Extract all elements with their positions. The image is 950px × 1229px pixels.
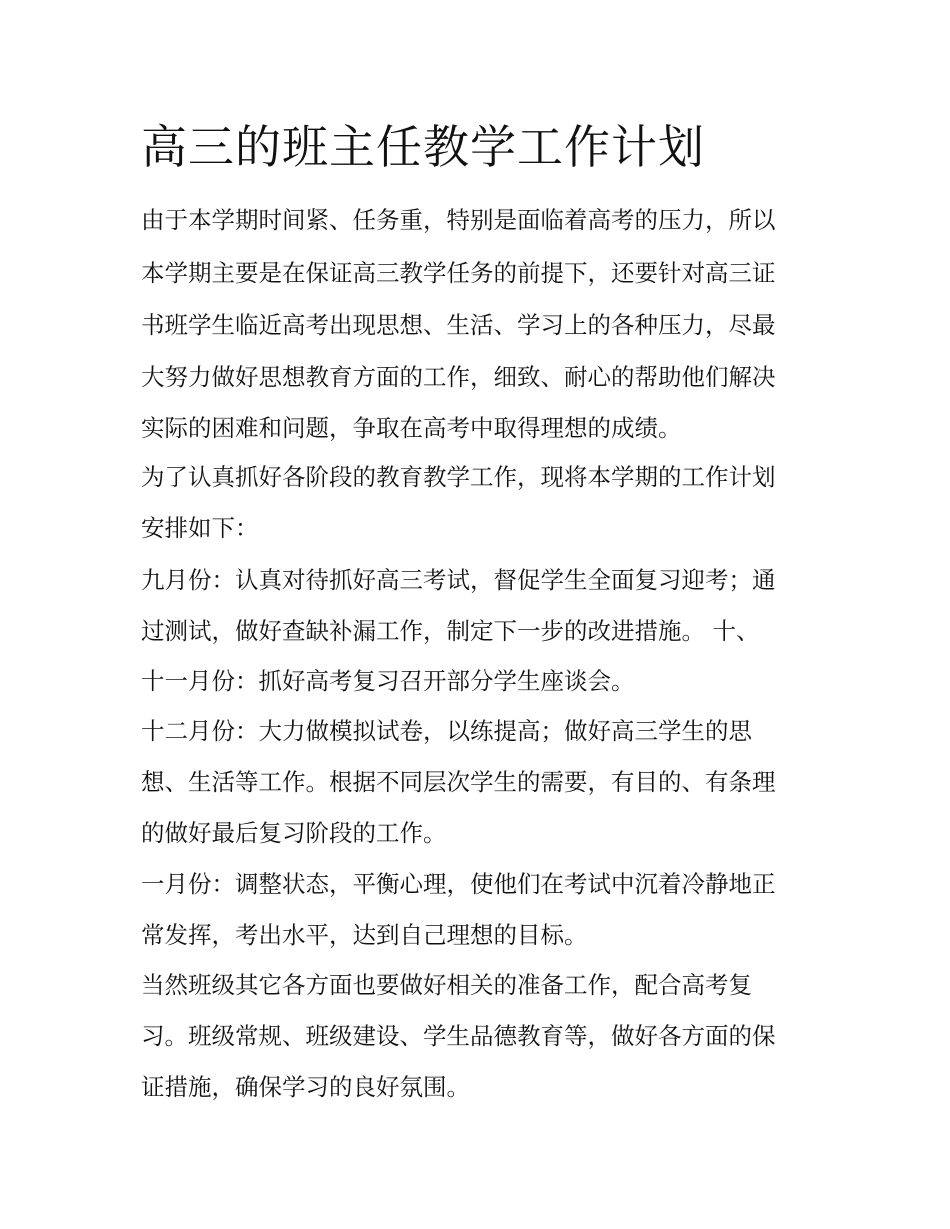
text-line: 九月份：认真对待抓好高三考试，督促学生全面复习迎考；通 — [141, 566, 776, 594]
text-line: 由于本学期时间紧、任务重，特别是面临着高考的压力，所以 — [141, 206, 776, 234]
text-line: 当然班级其它各方面也要做好相关的准备工作，配合高考复 — [141, 971, 752, 999]
document-title: 高三的班主任教学工作计划 — [141, 120, 705, 174]
text-line: 十二月份：大力做模拟试卷，以练提高；做好高三学生的思 — [141, 717, 752, 745]
text-line: 想、生活等工作。根据不同层次学生的需要，有目的、有条理 — [141, 768, 776, 796]
text-line: 的做好最后复习阶段的工作。 — [141, 819, 447, 847]
text-line: 安排如下： — [141, 514, 259, 542]
text-line: 一月份：调整状态，平衡心理，使他们在考试中沉着冷静地正 — [141, 870, 776, 898]
text-line: 书班学生临近高考出现思想、生活、学习上的各种压力，尽最 — [141, 311, 776, 339]
text-line: 习。班级常规、班级建设、学生品德教育等，做好各方面的保 — [141, 1022, 776, 1050]
text-line: 常发挥，考出水平，达到自己理想的目标。 — [141, 921, 588, 949]
text-line: 过测试，做好查缺补漏工作，制定下一步的改进措施。 十、 — [141, 617, 760, 645]
text-line: 十一月份：抓好高考复习召开部分学生座谈会。 — [141, 667, 635, 695]
text-line: 为了认真抓好各阶段的教育教学工作，现将本学期的工作计划 — [141, 463, 776, 491]
text-line: 实际的困难和问题，争取在高考中取得理想的成绩。 — [141, 414, 682, 442]
text-line: 证措施，确保学习的良好氛围。 — [141, 1073, 470, 1101]
text-line: 大努力做好思想教育方面的工作，细致、耐心的帮助他们解决 — [141, 363, 776, 391]
text-line: 本学期主要是在保证高三教学任务的前提下，还要针对高三证 — [141, 259, 776, 287]
